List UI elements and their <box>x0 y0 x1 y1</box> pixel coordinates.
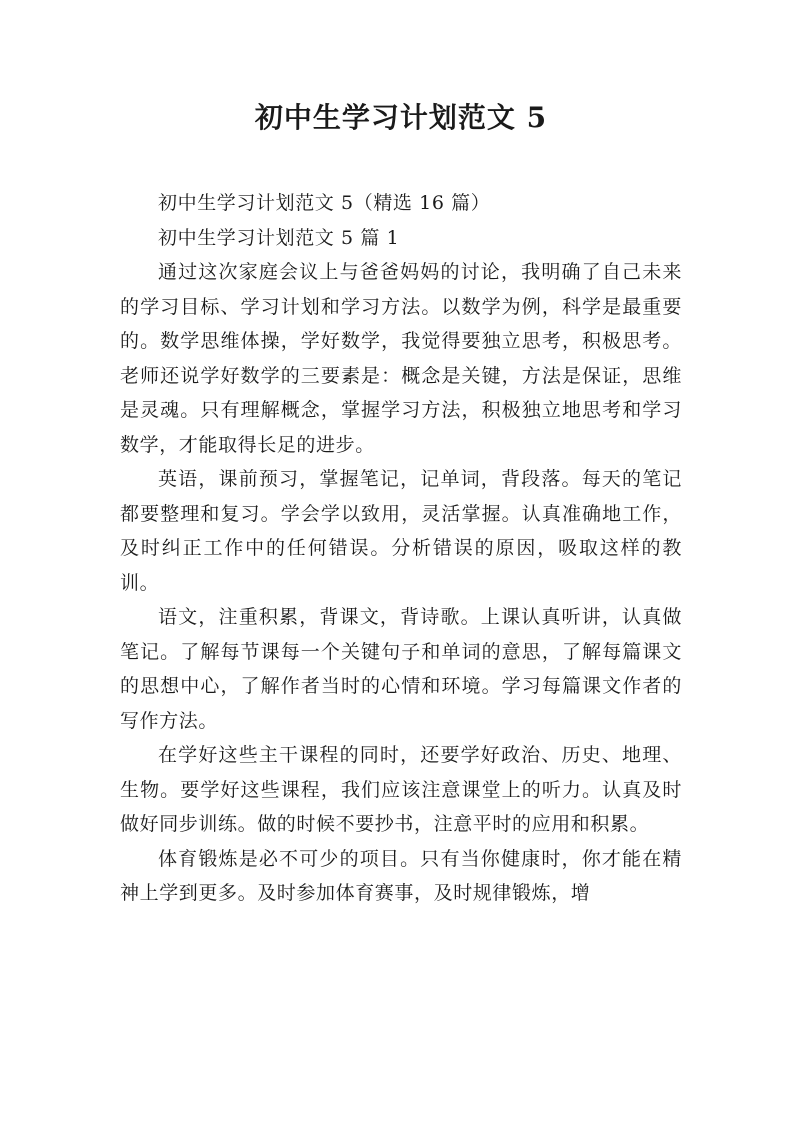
document-body <box>120 186 682 911</box>
body-paragraph-sports: 体育锻炼是必不可少的项目。只有当你健康时，你才能在精神上学到更多。及时参加体育赛事，及时规律锻炼，增 <box>120 847 682 904</box>
body-paragraph-other-subjects: 在学好这些主干课程的同时，还要学好政治、历史、地理、生物。要学好这些课程，我们应该注意课堂上的听力。认真及时做好同步训练。做的时候不要抄书，注意平时的应用和积累。 <box>120 744 682 835</box>
body-paragraph-chinese: 语文，注重积累，背课文，背诗歌。上课认真听讲，认真做笔记。了解每节课每一个关键句子和单词的意思，了解每篇课文的思想中心，了解作者当时的心情和环境。学习每篇课文作者的写作方法。 <box>120 606 682 732</box>
body-paragraph-english: 英语，课前预习，掌握笔记，记单词，背段落。每天的笔记都要整理和复习。学会学以致用，灵活掌握。认真准确地工作，及时纠正工作中的任何错误。分析错误的原因，吸取这样的教训。 <box>120 468 682 594</box>
subtitle-paragraph: 初中生学习计划范文 5（精选 16 篇） <box>158 192 491 214</box>
document-title: 初中生学习计划范文 5 <box>254 101 548 134</box>
body-paragraph-math: 通过这次家庭会议上与爸爸妈妈的讨论，我明确了自己未来的学习目标、学习计划和学习方法。以数学为例，科学是最重要的。数学思维体操，学好数学，我觉得要独立思考，积极思考。老师还说学好数学的三要素是：概念是关键，方法是保证，思维是灵魂。只有理解概念，掌握学习方法，积极独立地思考和学习数学，才能取得长足的进步。 <box>120 261 682 456</box>
section-heading: 初中生学习计划范文 5 篇 1 <box>158 226 400 249</box>
